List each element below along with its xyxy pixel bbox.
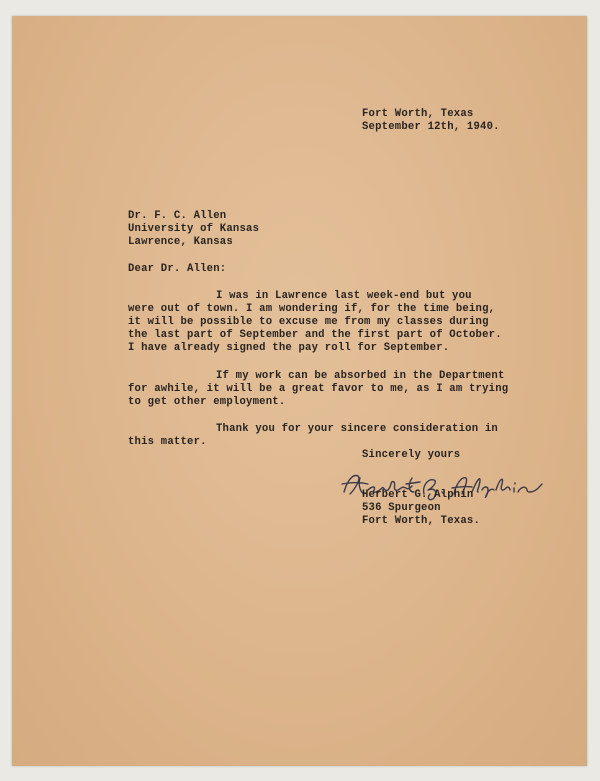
sender-street: 536 Spurgeon <box>362 502 441 514</box>
heading-city: Fort Worth, Texas <box>362 108 474 120</box>
paragraph-1-line-4: the last part of September and the first part of October. <box>128 329 502 341</box>
sender-city: Fort Worth, Texas. <box>362 515 481 527</box>
paragraph-2-line-1: If my work can be absorbed in the Department <box>216 370 505 382</box>
recipient-name: Dr. F. C. Allen <box>128 210 227 222</box>
recipient-institution: University of Kansas <box>128 223 260 235</box>
paragraph-3-line-2: this matter. <box>128 436 207 448</box>
paragraph-2-line-3: to get other employment. <box>128 396 286 408</box>
paragraph-1-line-2: were out of town. I am wondering if, for the time being, <box>128 303 496 315</box>
salutation: Dear Dr. Allen: <box>128 263 227 275</box>
closing: Sincerely yours <box>362 449 461 461</box>
heading-date: September 12th, 1940. <box>362 121 500 133</box>
paragraph-1-line-3: it will be possible to excuse me from my classes during <box>128 316 489 328</box>
recipient-city: Lawrence, Kansas <box>128 236 233 248</box>
sender-name: Herbert G. Alphin <box>362 489 474 501</box>
paragraph-1-line-1: I was in Lawrence last week-end but you <box>216 290 472 302</box>
paragraph-2-line-2: for awhile, it will be a great favor to me, as I am trying <box>128 383 509 395</box>
paragraph-1-line-5: I have already signed the pay roll for September. <box>128 342 450 354</box>
paragraph-3-line-1: Thank you for your sincere consideration in <box>216 423 498 435</box>
